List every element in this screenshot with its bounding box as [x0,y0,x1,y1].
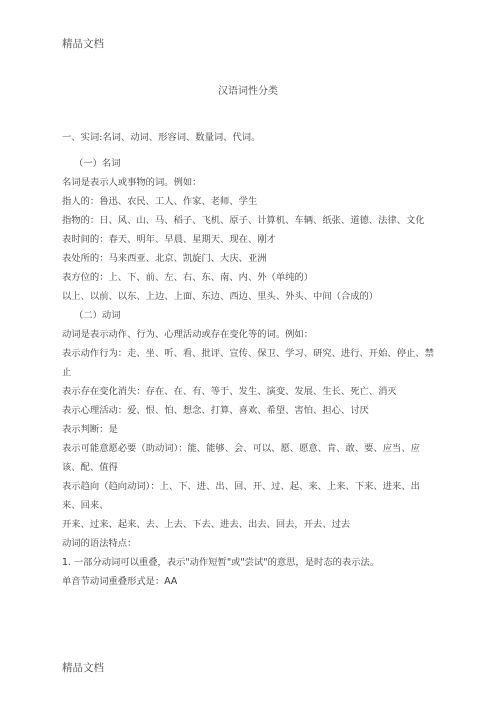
paragraph-line: 表示可能意愿必要（助动词）：能、能够、会、可以、愿、愿意、肯、敢、要、应当、应该、配、值得 [62,443,420,473]
paragraph-line: 表方位的：上、下、前、左、右、东、南、内、外（单纯的） [62,272,314,283]
paragraph-line: 表示存在变化消失：存在、在、有、等于、发生、演变、发展、生长、死亡、消灭 [62,386,397,397]
subsection-heading: （二）动词 [74,310,121,321]
subsection-heading: （一）名词 [74,158,121,169]
paragraph-line: 单音节动词重叠形式是：AA [62,576,178,587]
paragraph-line: 表示趋向（趋向动词）：上、下、进、出、回、开、过、起、来、上来、下来、进来、出来、回来、 [62,481,420,511]
page-header-mark: 精品文档 [62,38,104,50]
paragraph-line: 指人的：鲁迅、农民、工人、作家、老师、学生 [62,196,258,207]
section-heading: 一、实词:名词、动词、形容词、数量词、代词。 [62,132,261,143]
paragraph-line: 以上、以前、以东、上边、上面、东边、西边、里头、外头、中间（合成的） [62,291,379,302]
paragraph-line: 开来、过来、起来、去、上去、下去、进去、出去、回去，开去、过去 [62,519,351,530]
paragraph-line: 指物的：日、风、山、马、稻子、飞机、原子、计算机、车辆、纸张、道德、法律、文化 [62,215,425,226]
paragraph-line: 动词是表示动作、行为、心理活动或存在变化等的词。例如： [62,329,314,340]
page-footer-mark: 精品文档 [62,662,104,674]
document-title: 汉语词性分类 [218,86,278,97]
paragraph-line: 表示心理活动：爱、恨、怕、想念、打算、喜欢、希望、害怕、担心、讨厌 [62,405,369,416]
paragraph-line: 表时间的：春天、明年、早晨、星期天、现在、刚才 [62,234,276,245]
paragraph-line: 动词的语法特点： [62,538,137,549]
document-body [62,128,438,591]
paragraph-line: 表示动作行为：走、坐、听、看、批评、宣传、保卫、学习、研究、进行、开始、停止、禁止 [62,348,434,378]
paragraph-line: 1. 一部分动词可以重叠，表示"动作短暂"或"尝试"的意思，是时态的表示法。 [62,557,380,568]
paragraph-line: 表示判断：是 [62,424,118,435]
paragraph-line: 名词是表示人或事物的词。例如： [62,177,202,188]
paragraph-line: 表处所的：马来西亚、北京、凯旋门、大庆、亚洲 [62,253,267,264]
